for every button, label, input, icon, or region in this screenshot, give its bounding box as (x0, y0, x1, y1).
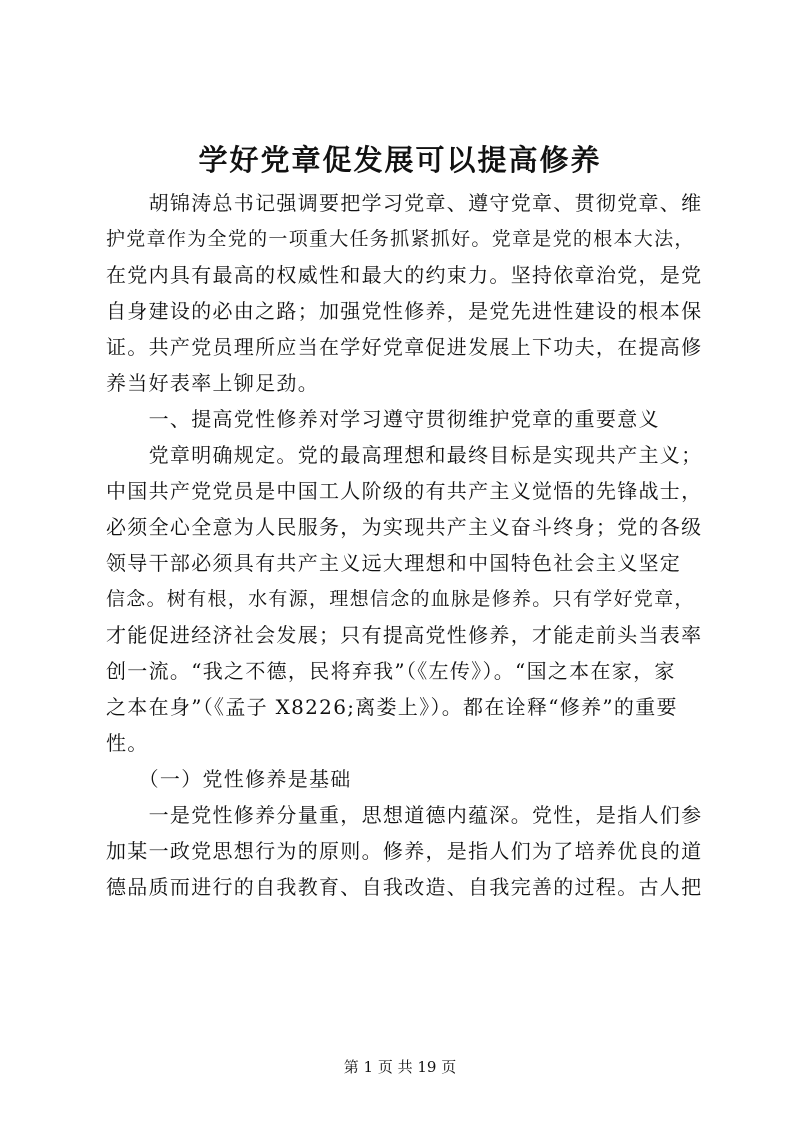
body-line: 在党内具有最高的权威性和最大的约束力。坚持依章治党，是党 (106, 263, 703, 287)
body-line: 创一流。“我之不德，民将弃我”（《左传》）。“国之本在家，家 (106, 659, 676, 683)
body-line: 才能促进经济社会发展；只有提高党性修养，才能走前头当表率 (106, 623, 703, 647)
body-line: 一是党性修养分量重，思想道德内蕴深。党性，是指人们参 (106, 803, 703, 827)
page-footer: 第 1 页 共 19 页 (343, 1058, 457, 1076)
body-line: 性。 (106, 731, 149, 755)
body-line: 胡锦涛总书记强调要把学习党章、遵守党章、贯彻党章、维 (106, 191, 703, 215)
body-line: 中国共产党党员是中国工人阶级的有共产主义觉悟的先锋战士， (106, 479, 703, 503)
section-heading: 一、提高党性修养对学习遵守贯彻维护党章的重要意义 (106, 407, 660, 431)
subsection-heading: （一）党性修养是基础 (106, 767, 352, 791)
body-line: 之本在身”（《孟子 X8226;离娄上》）。都在诠释“修养”的重要 (106, 695, 678, 719)
body-line: 信念。树有根，水有源，理想信念的血脉是修养。只有学好党章， (106, 588, 695, 610)
body-line: 德品质而进行的自我教育、自我改造、自我完善的过程。古人把 (106, 875, 703, 899)
body-line: 领导干部必须具有共产主义远大理想和中国特色社会主义坚定 (106, 551, 682, 575)
body-line: 证。共产党员理所应当在学好党章促进发展上下功夫，在提高修 (106, 335, 703, 359)
body-line: 必须全心全意为人民服务，为实现共产主义奋斗终身；党的各级 (106, 515, 703, 539)
document-title: 学好党章促发展可以提高修养 (198, 143, 602, 177)
body-line: 养当好表率上铆足劲。 (106, 371, 319, 395)
body-line: 自身建设的必由之路；加强党性修养，是党先进性建设的根本保 (106, 299, 703, 323)
body-line: 加某一政党思想行为的原则。修养，是指人们为了培养优良的道 (106, 839, 703, 863)
body-line: 党章明确规定。党的最高理想和最终目标是实现共产主义； (106, 443, 703, 467)
body-line: 护党章作为全党的一项重大任务抓紧抓好。党章是党的根本大法， (106, 228, 695, 250)
